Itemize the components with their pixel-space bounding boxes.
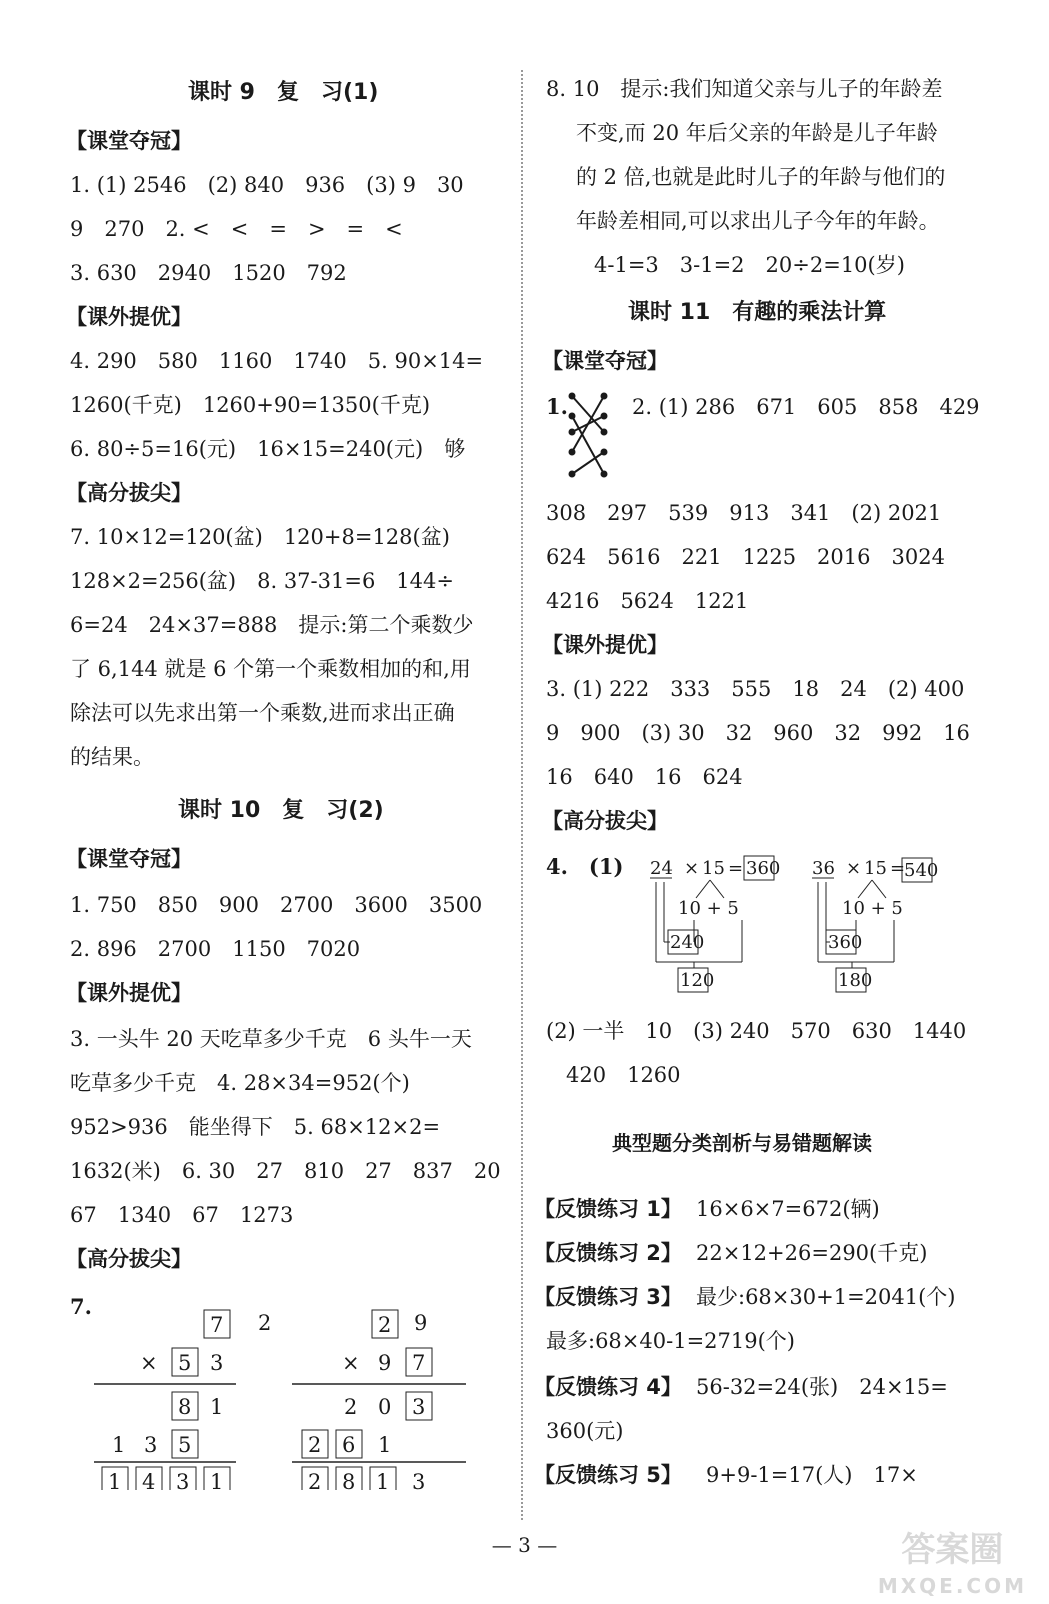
digit: 9	[378, 1351, 392, 1375]
answer-line: 16 640 16 624	[546, 765, 743, 789]
digit: 2	[308, 1433, 322, 1457]
digit: 5	[178, 1433, 192, 1457]
answer-line: 360(元)	[546, 1419, 624, 1443]
digit: 1	[378, 1433, 392, 1457]
heading-class-champion: 【课堂夺冠】	[66, 847, 192, 871]
answer-line: 56-32=24(张) 24×15=	[696, 1375, 948, 1399]
answer-line: 吃草多少千克 4. 28×34=952(个)	[70, 1071, 410, 1095]
answer-line: 3. 一头牛 20 天吃草多少千克 6 头牛一天	[70, 1027, 472, 1051]
answer-line: 2. (1) 286 671 605 858 429	[632, 395, 980, 419]
section-title-lesson11: 课时 11 有趣的乘法计算	[628, 300, 887, 325]
split-multiplication-diagrams	[640, 852, 940, 1000]
answer-line: 7. 10×12=120(盆) 120+8=128(盆)	[70, 525, 450, 549]
answer-line: 最多:68×40-1=2719(个)	[546, 1329, 795, 1353]
digit: 6	[342, 1433, 356, 1457]
question-number: 7.	[70, 1294, 92, 1319]
heading-extracurricular: 【课外提优】	[542, 633, 668, 657]
answer-line: 8. 10 提示:我们知道父亲与儿子的年龄差	[546, 77, 943, 101]
heading-extracurricular: 【课外提优】	[66, 981, 192, 1005]
digit: 2	[378, 1313, 392, 1337]
answer: 360	[746, 858, 781, 879]
answer-line: 最少:68×30+1=2041(个)	[696, 1285, 956, 1309]
watermark-logo	[878, 1532, 1027, 1604]
question-number: 1.	[546, 394, 568, 419]
partial-product: 180	[838, 970, 873, 991]
feedback-label: 【反馈练习 2】	[534, 1241, 682, 1265]
digit: 4	[142, 1470, 156, 1490]
answer-line: 22×12+26=290(千克)	[696, 1241, 928, 1265]
times-sign: ×	[846, 858, 862, 879]
answer-line: 16×6×7=672(辆)	[696, 1197, 880, 1221]
typical-problems-title: 典型题分类剖析与易错题解读	[612, 1131, 872, 1155]
answer-line: 128×2=256(盆) 8. 37-31=6 144÷	[70, 569, 454, 593]
digit: 3	[412, 1470, 426, 1490]
partial-product: 120	[680, 970, 715, 991]
digit: 5	[178, 1351, 192, 1375]
answer-line: (2) 一半 10 (3) 240 570 630 1440	[546, 1019, 967, 1043]
digit: 0	[378, 1395, 392, 1419]
feedback-label: 【反馈练习 5】	[534, 1463, 682, 1487]
factor: 24	[650, 858, 673, 879]
split: 10 + 5	[842, 898, 903, 919]
heading-top-score: 【高分拔尖】	[66, 1247, 192, 1271]
digit: 2	[258, 1311, 272, 1335]
watermark-top: 答案圈	[901, 1530, 1004, 1570]
answer-line: 9 270 2. < < = > = <	[70, 217, 403, 241]
answer-line: 308 297 539 913 341 (2) 2021	[546, 501, 942, 525]
partial-product: 360	[828, 932, 863, 953]
digit: 2	[344, 1395, 358, 1419]
digit: 3	[210, 1351, 224, 1375]
question-number: 4. (1)	[546, 854, 624, 879]
feedback-label: 【反馈练习 1】	[534, 1197, 682, 1221]
digit: 7	[412, 1351, 426, 1375]
answer-line: 67 1340 67 1273	[70, 1203, 294, 1227]
digit: 7	[210, 1313, 224, 1337]
answer-line: 1. (1) 2546 (2) 840 936 (3) 9 30	[70, 173, 464, 197]
equals-sign: =	[728, 858, 744, 879]
digit: 8	[342, 1470, 356, 1490]
digit: 1	[108, 1470, 122, 1490]
digit: 3	[144, 1433, 158, 1457]
factor: 36	[812, 858, 835, 879]
digit: 1	[112, 1433, 126, 1457]
digit: 9	[414, 1311, 428, 1335]
digit: 2	[308, 1470, 322, 1490]
answer-line: 6. 80÷5=16(元) 16×15=240(元) 够	[70, 437, 466, 461]
answer-line: 1. 750 850 900 2700 3600 3500	[70, 893, 483, 917]
factor: 15	[864, 858, 887, 879]
answer: 540	[904, 860, 939, 881]
feedback-label: 【反馈练习 4】	[534, 1375, 682, 1399]
answer-line: 4. 290 580 1160 1740 5. 90×14=	[70, 349, 484, 373]
matching-lines-figure	[562, 390, 618, 484]
page-number: — 3 —	[491, 1533, 558, 1557]
answer-line: 不变,而 20 年后父亲的年龄是儿子年龄	[576, 121, 938, 145]
times-sign: ×	[140, 1351, 158, 1375]
column-divider	[521, 70, 523, 1520]
digit: 1	[376, 1470, 390, 1490]
digit: 3	[412, 1395, 426, 1419]
split: 10 + 5	[678, 898, 739, 919]
heading-extracurricular: 【课外提优】	[66, 305, 192, 329]
heading-class-champion: 【课堂夺冠】	[542, 349, 668, 373]
answer-line: 952>936 能坐得下 5. 68×12×2=	[70, 1115, 441, 1139]
section-title-lesson10: 课时 10 复 习(2)	[178, 798, 384, 823]
answer-line: 2. 896 2700 1150 7020	[70, 937, 361, 961]
answer-line: 除法可以先求出第一个乘数,进而求出正确	[70, 701, 455, 725]
answer-line: 1632(米) 6. 30 27 810 27 837 20	[70, 1159, 501, 1183]
answer-line: 6=24 24×37=888 提示:第二个乘数少	[70, 613, 474, 637]
digit: 1	[210, 1470, 224, 1490]
answer-line: 了 6,144 就是 6 个第一个乘数相加的和,用	[70, 657, 471, 681]
watermark-bottom: MXQE.COM	[877, 1574, 1027, 1598]
answer-line: 624 5616 221 1225 2016 3024	[546, 545, 945, 569]
answer-line: 3. (1) 222 333 555 18 24 (2) 400	[546, 677, 965, 701]
answer-line: 3. 630 2940 1520 792	[70, 261, 347, 285]
answer-line: 9+9-1=17(人) 17×	[706, 1463, 918, 1487]
factor: 15	[702, 858, 725, 879]
answer-line: 420 1260	[566, 1063, 681, 1087]
feedback-label: 【反馈练习 3】	[534, 1285, 682, 1309]
answer-line: 1260(千克) 1260+90=1350(千克)	[70, 393, 431, 417]
section-title-lesson9: 课时 9 复 习(1)	[188, 80, 379, 105]
answer-line: 4-1=3 3-1=2 20÷2=10(岁)	[594, 253, 905, 277]
answer-line: 的结果。	[70, 745, 154, 769]
digit: 3	[176, 1470, 190, 1490]
heading-top-score: 【高分拔尖】	[66, 481, 192, 505]
answer-line: 的 2 倍,也就是此时儿子的年龄与他们的	[576, 165, 946, 189]
partial-product: 240	[670, 932, 705, 953]
times-sign: ×	[684, 858, 700, 879]
heading-class-champion: 【课堂夺冠】	[66, 129, 192, 153]
digit: 8	[178, 1395, 192, 1419]
answer-line: 4216 5624 1221	[546, 589, 749, 613]
answer-line: 9 900 (3) 30 32 960 32 992 16	[546, 721, 970, 745]
heading-top-score: 【高分拔尖】	[542, 809, 668, 833]
answer-line: 年龄差相同,可以求出儿子今年的年龄。	[576, 209, 940, 233]
vertical-multiplication-diagrams	[80, 1300, 500, 1490]
times-sign: ×	[342, 1351, 360, 1375]
digit: 1	[210, 1395, 224, 1419]
equals-sign: =	[890, 858, 906, 879]
